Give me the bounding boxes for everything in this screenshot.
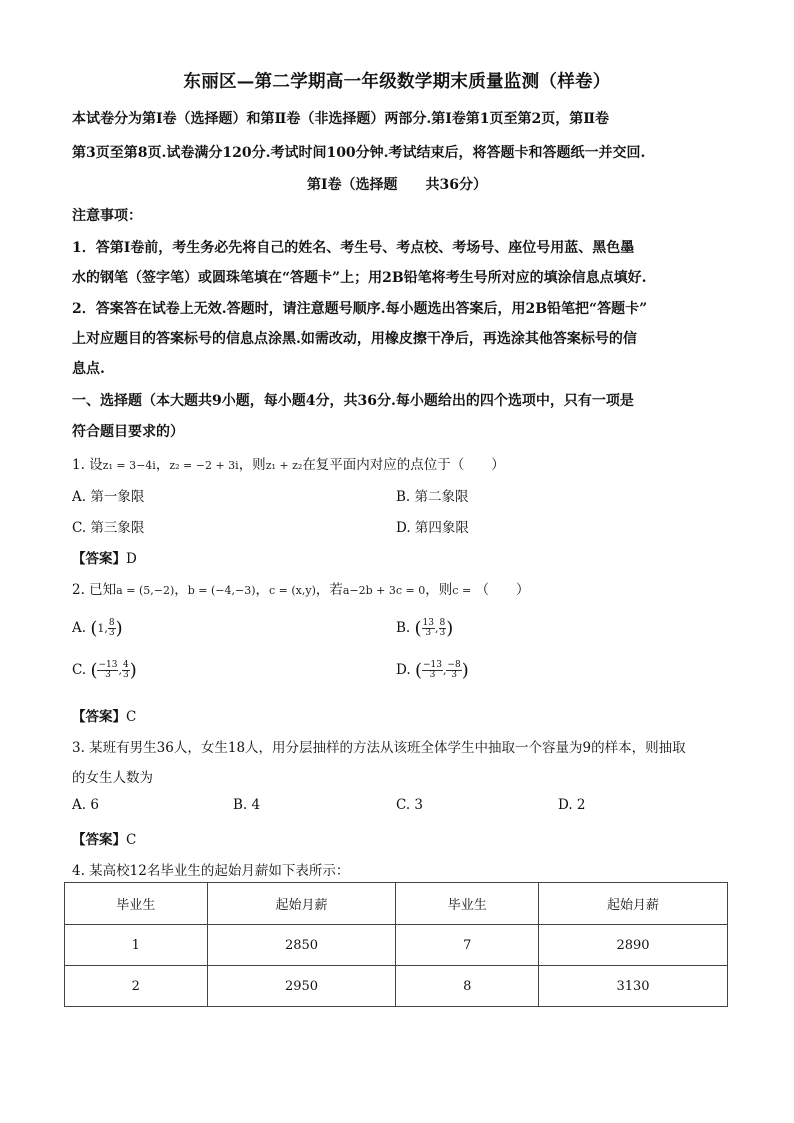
answer-tag: 【答案】 <box>72 551 126 567</box>
table-cell: 1 <box>65 925 208 966</box>
note-1-line-2: 水的钢笔（签字笔）或圆珠笔填在“答题卡”上；用2B铅笔将考生号所对应的填涂信息点填好. <box>72 270 647 286</box>
question-2: 2. 已知a = (5,−2)，b = (−4,−3)，c = (x,y)，若a−2b + 3c = 0，则c = （ ） <box>72 582 530 598</box>
note-2-line-3: 息点. <box>72 361 105 377</box>
q1-z1: z₁ = 3−4i <box>102 459 156 472</box>
q2-option-d: D. ( $\frac{-13}{3}$ , $\frac{-8}{3}$ ) <box>396 660 469 681</box>
q1-sum: z₁ + z₂ <box>265 459 303 472</box>
q2-option-b: B. ( $\frac{13}{3}$ , $\frac{8}{3}$ ) <box>396 618 454 639</box>
q1-sep: ， <box>155 457 170 473</box>
salary-table <box>64 882 728 1007</box>
intro-line-2: 第3页至第8页.试卷满分120分.考试时间100分钟.考试结束后，将答题卡和答题纸一并交回. <box>72 145 646 161</box>
q2-vector-b: b = (−4,−3) <box>187 584 256 597</box>
answer-tag: 【答案】 <box>72 709 126 725</box>
q2-option-d-label: D. <box>396 662 411 678</box>
q2-option-a-label: A. <box>72 620 87 636</box>
q2-c-vector: c = <box>452 584 472 597</box>
q2-then: ，则 <box>425 582 453 598</box>
page-title: 东丽区—第二学期高一年级数学期末质量监测（样卷） <box>183 72 611 92</box>
part1-line-1: 一、选择题（本大题共9小题，每小题4分，共36分.每小题给出的四个选项中，只有一项是 <box>72 393 634 409</box>
table-header: 毕业生 <box>396 883 539 925</box>
part1-line-2: 符合题目要求的） <box>72 424 184 440</box>
table-row <box>65 966 728 1007</box>
q1-prefix: 1. 设 <box>72 457 103 473</box>
note-2-line-1: 2．答案答在试卷上无效.答题时，请注意题号顺序.每小题选出答案后，用2B铅笔把“答题卡” <box>72 301 648 317</box>
answer-tag: 【答案】 <box>72 832 126 848</box>
table-cell: 8 <box>396 966 539 1007</box>
q2-option-c: C. ( $\frac{-13}{3}$ , $\frac{4}{3}$ ) <box>72 660 137 681</box>
q2-prefix: 2. 已知 <box>72 582 117 598</box>
table-cell: 2 <box>65 966 208 1007</box>
q2-a-fraction: $\frac{8}{3}$ <box>108 618 115 638</box>
q3-option-c: C. 3 <box>396 797 424 813</box>
notes-heading: 注意事项： <box>72 208 142 224</box>
table-header: 起始月薪 <box>207 883 396 925</box>
table-cell: 3130 <box>539 966 728 1007</box>
q3-line-1: 3. 某班有男生36人，女生18人，用分层抽样的方法从该班全体学生中抽取一个容量为9的样本，则抽取 <box>72 740 686 756</box>
q2-option-b-label: B. <box>396 620 411 636</box>
q1-option-c: C. 第三象限 <box>72 520 145 536</box>
table-cell: 7 <box>396 925 539 966</box>
q1-suffix: 在复平面内对应的点位于（ ） <box>302 457 505 473</box>
q1-option-b: B. 第二象限 <box>396 489 469 505</box>
q3-option-d: D. 2 <box>558 797 586 813</box>
q2-option-c-label: C. <box>72 662 87 678</box>
q2-cond-pre: ，若 <box>315 582 343 598</box>
question-1 <box>72 453 505 473</box>
section-title: 第Ⅰ卷（选择题 共36分） <box>306 177 488 193</box>
q3-option-a: A. 6 <box>72 797 99 813</box>
q2-condition: a−2b + 3c = 0 <box>342 584 426 597</box>
q1-option-a: A. 第一象限 <box>72 489 145 505</box>
q2-vector-c: c = (x,y) <box>269 584 316 597</box>
q4-text: 4. 某高校12名毕业生的起始月薪如下表所示： <box>72 863 350 879</box>
q1-answer-value: D <box>126 551 137 567</box>
q2-option-a: A. (1, $\frac{8}{3}$ ) <box>72 618 123 639</box>
q2-vector-a: a = (5,−2) <box>116 584 175 597</box>
note-1-line-1: 1．答第Ⅰ卷前，考生务必先将自己的姓名、考生号、考点校、考场号、座位号用蓝、黑色墨 <box>72 240 635 256</box>
table-header: 起始月薪 <box>539 883 728 925</box>
table-cell: 2890 <box>539 925 728 966</box>
q1-option-d: D. 第四象限 <box>396 520 469 536</box>
q3-line-2: 的女生人数为 <box>72 770 153 786</box>
q1-mid: ，则 <box>238 457 266 473</box>
q2-answer <box>72 705 136 725</box>
table-cell: 2850 <box>207 925 396 966</box>
q2-a-x: 1 <box>97 622 105 635</box>
table-row <box>65 925 728 966</box>
table-header-row <box>65 883 728 925</box>
table-cell: 2950 <box>207 966 396 1007</box>
q2-blank: （ ） <box>475 582 530 598</box>
note-2-line-2: 上对应题目的答案标号的信息点涂黑.如需改动，用橡皮擦干净后，再选涂其他答案标号的信 <box>72 331 637 347</box>
q3-answer-value: C <box>126 832 137 848</box>
q1-z2: z₂ = −2 + 3i <box>169 459 239 472</box>
table-header: 毕业生 <box>65 883 208 925</box>
q3-option-b: B. 4 <box>233 797 261 813</box>
intro-line-1: 本试卷分为第Ⅰ卷（选择题）和第Ⅱ卷（非选择题）两部分.第Ⅰ卷第1页至第2页，第Ⅱ卷 <box>72 111 610 127</box>
q2-answer-value: C <box>126 709 137 725</box>
q3-answer <box>72 828 136 848</box>
q1-answer <box>72 547 137 567</box>
